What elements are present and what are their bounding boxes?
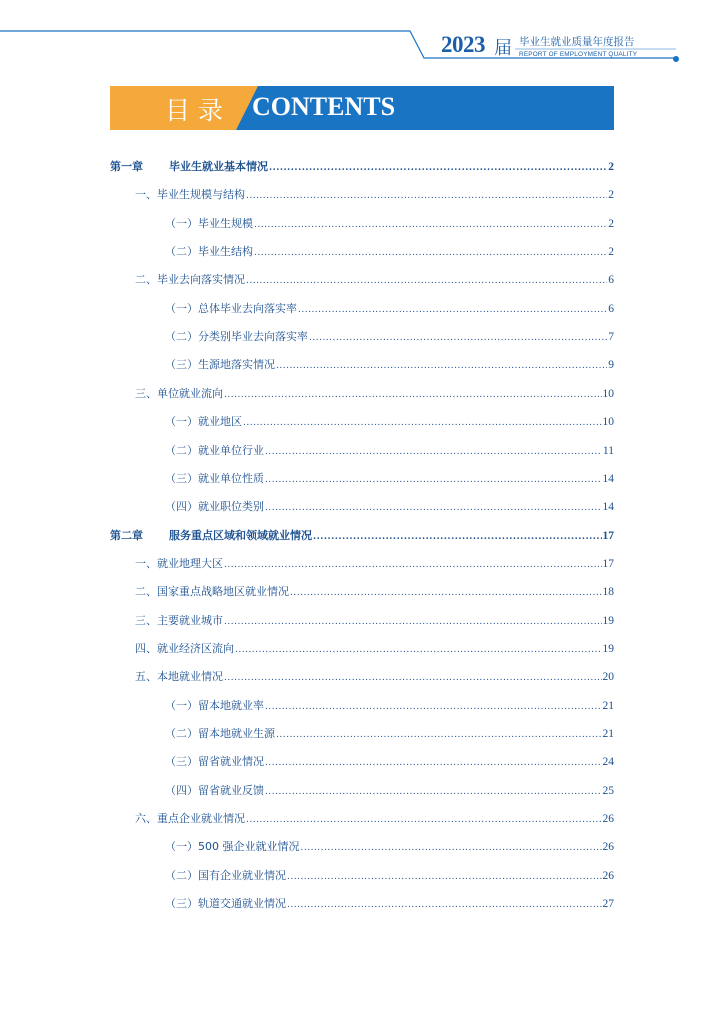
- toc-page-number: 14: [602, 501, 614, 514]
- toc-label: （三）就业单位性质: [165, 471, 264, 485]
- toc-page-number: 7: [608, 331, 614, 344]
- toc-leader-dots: [313, 532, 602, 542]
- toc-leader-dots: [246, 815, 602, 825]
- header-jie: 届: [494, 38, 512, 59]
- toc-subsection[interactable]: [165, 895, 614, 913]
- toc-subsection[interactable]: [165, 838, 614, 856]
- toc-leader-dots: [254, 248, 607, 258]
- toc-subsection[interactable]: [165, 753, 614, 771]
- toc-leader-dots: [265, 447, 602, 457]
- toc-chapter-title: 毕业生就业基本情况: [169, 160, 268, 173]
- toc-subsection[interactable]: [165, 442, 614, 460]
- toc-label: 二、国家重点战略地区就业情况: [135, 585, 289, 599]
- toc-chapter-number: 第二章: [110, 528, 143, 542]
- toc-label: （三）生源地落实情况: [165, 358, 275, 372]
- toc-label: （二）分类别毕业去向落实率: [165, 330, 308, 344]
- toc-section[interactable]: [135, 810, 614, 828]
- toc-leader-dots: [224, 560, 602, 570]
- toc-label: （四）留省就业反馈: [165, 783, 264, 797]
- toc-section[interactable]: [135, 583, 614, 601]
- toc-chapter-number: 第一章: [110, 160, 143, 173]
- toc-leader-dots: [246, 191, 607, 201]
- toc-page-number: 10: [602, 387, 614, 400]
- toc-leader-dots: [246, 276, 607, 286]
- toc-label: [110, 527, 312, 543]
- toc-leader-dots: [276, 730, 602, 740]
- toc-leader-dots: [224, 390, 602, 400]
- toc-label: 一、毕业生规模与结构: [135, 188, 245, 202]
- toc-label: （一）500 强企业就业情况: [165, 840, 300, 854]
- toc-label: （一）就业地区: [165, 415, 242, 429]
- toc-section[interactable]: [135, 555, 614, 573]
- toc-page-number: 14: [602, 472, 614, 485]
- toc-leader-dots: [298, 305, 607, 315]
- toc-page-number: 17: [602, 529, 614, 542]
- toc-label: （三）留省就业情况: [165, 755, 264, 769]
- toc-label: （二）就业单位行业: [165, 443, 264, 457]
- toc-leader-dots: [265, 475, 602, 485]
- toc-page-number: 27: [602, 898, 614, 911]
- toc-page-number: 19: [602, 642, 614, 655]
- toc-page-number: 24: [602, 756, 614, 769]
- toc-subsection[interactable]: [165, 328, 614, 346]
- toc-label: 四、就业经济区流向: [135, 641, 234, 655]
- toc-label: （二）毕业生结构: [165, 245, 253, 259]
- toc-leader-dots: [287, 900, 602, 910]
- toc-label: （二）国有企业就业情况: [165, 868, 286, 882]
- header-title-cn: 毕业生就业质量年度报告: [519, 36, 635, 48]
- toc-page-number: 17: [602, 557, 614, 570]
- toc-label: 一、就业地理大区: [135, 556, 223, 570]
- toc-page-number: 6: [608, 274, 614, 287]
- toc-chapter-title: 服务重点区域和领域就业情况: [169, 528, 312, 542]
- toc-page-number: 10: [602, 416, 614, 429]
- banner-title-en: CONTENTS: [252, 92, 396, 121]
- toc-subsection[interactable]: [165, 697, 614, 715]
- toc-leader-dots: [265, 787, 602, 797]
- toc-leader-dots: [301, 843, 602, 853]
- toc-leader-dots: [309, 333, 607, 343]
- toc-label: （三）轨道交通就业情况: [165, 897, 286, 911]
- toc-section[interactable]: [135, 668, 614, 686]
- toc-page-number: 2: [608, 246, 614, 259]
- toc-subsection[interactable]: [165, 243, 614, 261]
- toc-subsection[interactable]: [165, 215, 614, 233]
- toc-page-number: 26: [602, 841, 614, 854]
- toc-leader-dots: [265, 758, 602, 768]
- toc-label: （一）留本地就业率: [165, 698, 264, 712]
- toc-label: 三、单位就业流向: [135, 386, 223, 400]
- toc-subsection[interactable]: [165, 782, 614, 800]
- toc-page-number: 26: [602, 813, 614, 826]
- toc-leader-dots: [224, 673, 602, 683]
- toc-subsection[interactable]: [165, 498, 614, 516]
- toc-page-number: 2: [608, 189, 614, 202]
- toc-chapter[interactable]: [110, 527, 614, 545]
- toc-subsection[interactable]: [165, 300, 614, 318]
- toc-label: 二、毕业去向落实情况: [135, 273, 245, 287]
- toc-page-number: 6: [608, 302, 614, 315]
- toc-subsection[interactable]: [165, 356, 614, 374]
- toc-label: （四）就业职位类别: [165, 500, 264, 514]
- toc-leader-dots: [287, 872, 602, 882]
- toc-leader-dots: [269, 163, 607, 173]
- toc-page-number: 25: [602, 784, 614, 797]
- toc-page-number: 2: [608, 217, 614, 230]
- toc-leader-dots: [265, 503, 602, 513]
- toc-page-number: 21: [602, 728, 614, 740]
- toc-leader-dots: [265, 702, 602, 712]
- toc-page-number: 2: [608, 161, 614, 173]
- toc-page-number: 18: [602, 586, 614, 599]
- toc-leader-dots: [224, 617, 602, 627]
- header-title-en: REPORT OF EMPLOYMENT QUALITY: [519, 51, 638, 58]
- toc-section[interactable]: [135, 385, 614, 403]
- toc-label: （一）毕业生规模: [165, 216, 253, 230]
- toc-leader-dots: [254, 220, 607, 230]
- toc-leader-dots: [243, 418, 602, 428]
- toc-section[interactable]: [135, 612, 614, 630]
- toc-label: 三、主要就业城市: [135, 613, 223, 627]
- toc-page-number: 11: [602, 444, 614, 457]
- toc-page-number: 21: [602, 699, 614, 712]
- toc-page-number: 19: [602, 614, 614, 627]
- header-year: 2023: [441, 32, 485, 57]
- toc-page-number: 26: [602, 869, 614, 882]
- toc-subsection[interactable]: [165, 725, 614, 743]
- toc-section[interactable]: [135, 640, 614, 658]
- toc-section[interactable]: [135, 271, 614, 289]
- toc-leader-dots: [235, 645, 602, 655]
- toc-section[interactable]: [135, 186, 614, 204]
- toc-chapter[interactable]: [110, 158, 614, 176]
- toc-label: 五、本地就业情况: [135, 670, 223, 684]
- toc-subsection[interactable]: [165, 470, 614, 488]
- toc-page-number: 9: [608, 359, 614, 372]
- toc-subsection[interactable]: [165, 413, 614, 431]
- toc-page-number: 20: [602, 671, 614, 684]
- toc-label: （二）留本地就业生源: [165, 727, 275, 740]
- toc-label: （一）总体毕业去向落实率: [165, 301, 297, 315]
- toc-leader-dots: [276, 361, 607, 371]
- toc-label: [110, 158, 268, 174]
- toc-subsection[interactable]: [165, 867, 614, 885]
- toc-leader-dots: [290, 588, 602, 598]
- toc-label: 六、重点企业就业情况: [135, 812, 245, 826]
- banner-title-cn: 目录: [165, 96, 232, 125]
